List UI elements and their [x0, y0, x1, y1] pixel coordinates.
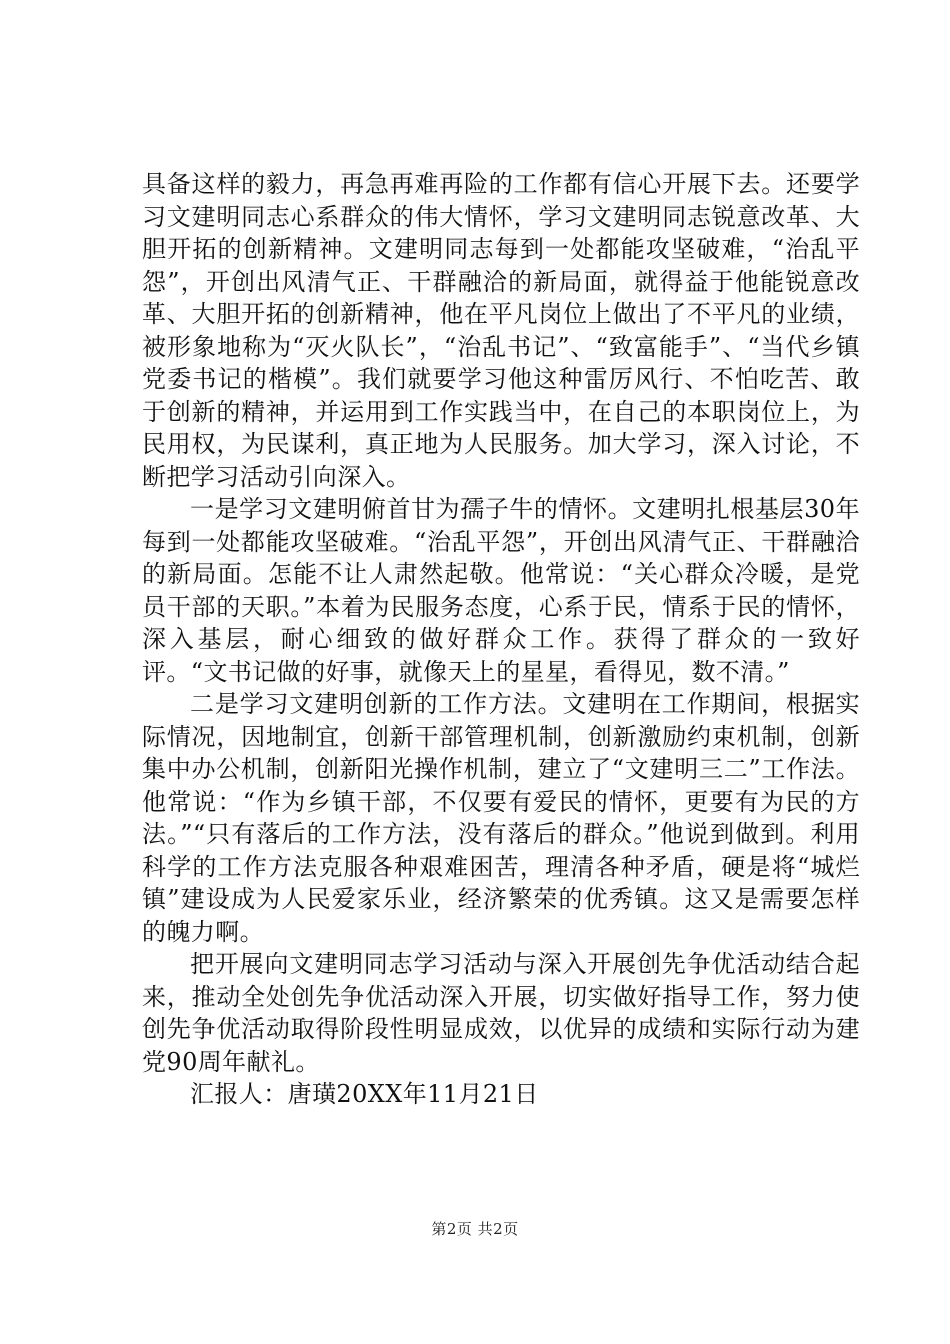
paragraph-3: 二是学习文建明创新的工作方法。文建明在工作期间，根据实际情况，因地制宜，创新干部管理机制，创新激励约束机制，创新集中办公机制，创新阳光操作机制，建立了“文建明三二”工作法。他常说：“作为乡镇干部，不仅要有爱民的情怀，更要有为民的方法。”“只有落后的工作方法，没有落后的群众。”他说到做到。利用科学的工作方法克服各种艰难困苦，理清各种矛盾，硬是将“城烂镇”建设成为人民爱家乐业，经济繁荣的优秀镇。这又是需要怎样的魄力啊。 [142, 690, 860, 946]
page-footer: 第2页 共2页 [431, 1220, 519, 1238]
signature-line: 汇报人：唐璜20XX年11月21日 [190, 1080, 539, 1108]
paragraph-1: 具备这样的毅力，再急再难再险的工作都有信心开展下去。还要学习文建明同志心系群众的伟大情怀，学习文建明同志锐意改革、大胆开拓的创新精神。文建明同志每到一处都能攻坚破难，“治乱平怨”，开创出风清气正、干群融洽的新局面，就得益于他能锐意改革、大胆开拓的创新精神，他在平凡岗位上做出了不平凡的业绩，被形象地称为“灭火队长”，“治乱书记”、“致富能手”、“当代乡镇党委书记的楷模”。我们就要学习他这种雷厉风行、不怕吃苦、敢于创新的精神，并运用到工作实践当中，在自己的本职岗位上，为民用权，为民谋利，真正地为人民服务。加大学习，深入讨论，不断把学习活动引向深入。 [142, 170, 860, 491]
paragraph-2: 一是学习文建明俯首甘为孺子牛的情怀。文建明扎根基层30年每到一处都能攻坚破难。“治乱平怨”，开创出风清气正、干群融洽的新局面。怎能不让人肃然起敬。他常说：“关心群众冷暖，是党员干部的天职。”本着为民服务态度，心系于民，情系于民的情怀，深入基层，耐心细致的做好群众工作。获得了群众的一致好评。“文书记做的好事，就像天上的星星，看得见，数不清。” [142, 495, 860, 686]
paragraph-4: 把开展向文建明同志学习活动与深入开展创先争优活动结合起来，推动全处创先争优活动深入开展，切实做好指导工作，努力使创先争优活动取得阶段性明显成效，以优异的成绩和实际行动为建党90周年献礼。 [142, 950, 860, 1076]
document-body [142, 168, 860, 1111]
